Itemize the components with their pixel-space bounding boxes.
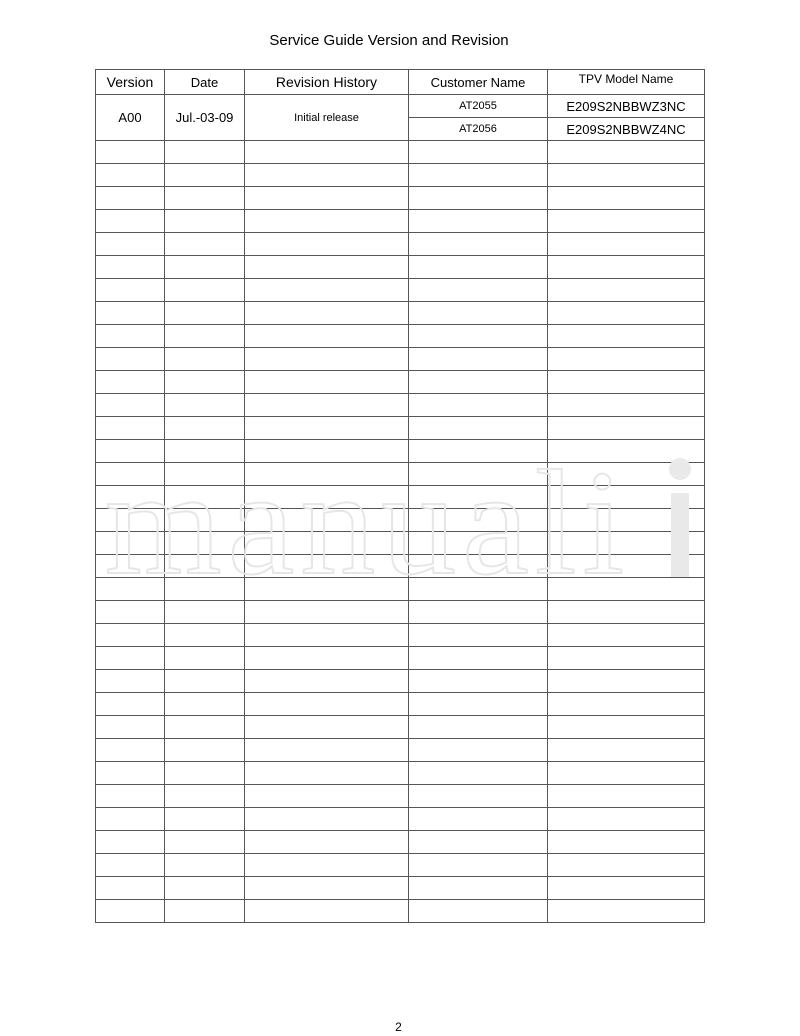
empty-cell (245, 302, 409, 325)
empty-cell (96, 279, 165, 302)
empty-cell (409, 762, 548, 785)
empty-cell (96, 785, 165, 808)
empty-cell (165, 601, 245, 624)
empty-cell (245, 877, 409, 900)
empty-cell (548, 187, 705, 210)
empty-cell (409, 578, 548, 601)
empty-cell (245, 164, 409, 187)
empty-cell (165, 210, 245, 233)
empty-cell (96, 325, 165, 348)
empty-cell (409, 532, 548, 555)
empty-cell (409, 325, 548, 348)
empty-cell (165, 417, 245, 440)
table-row (96, 762, 705, 785)
customer-name-cell: AT2055 (409, 95, 548, 118)
empty-cell (96, 371, 165, 394)
empty-cell (96, 348, 165, 371)
empty-cell (548, 854, 705, 877)
empty-cell (96, 854, 165, 877)
empty-cell (165, 187, 245, 210)
empty-cell (409, 417, 548, 440)
empty-cell (245, 762, 409, 785)
empty-cell (245, 141, 409, 164)
empty-cell (96, 394, 165, 417)
empty-cell (409, 785, 548, 808)
empty-cell (165, 647, 245, 670)
empty-cell (165, 164, 245, 187)
empty-cell (165, 877, 245, 900)
empty-cell (96, 440, 165, 463)
empty-cell (548, 555, 705, 578)
table-row (96, 716, 705, 739)
empty-cell (165, 141, 245, 164)
empty-cell (96, 509, 165, 532)
empty-cell (548, 624, 705, 647)
empty-cell (548, 716, 705, 739)
empty-cell (548, 762, 705, 785)
table-row (96, 348, 705, 371)
empty-cell (96, 877, 165, 900)
empty-cell (409, 348, 548, 371)
empty-cell (409, 739, 548, 762)
empty-cell (409, 486, 548, 509)
empty-cell (245, 785, 409, 808)
table-row (96, 279, 705, 302)
table-row (96, 601, 705, 624)
empty-cell (165, 900, 245, 923)
empty-cell (165, 440, 245, 463)
empty-cell (409, 716, 548, 739)
column-header-tpv-model-name: TPV Model Name (548, 70, 705, 95)
empty-cell (96, 164, 165, 187)
table-row (96, 486, 705, 509)
table-row (96, 233, 705, 256)
empty-cell (548, 371, 705, 394)
table-row (96, 302, 705, 325)
table-row (96, 141, 705, 164)
empty-cell (96, 555, 165, 578)
empty-cell (96, 831, 165, 854)
table-row (96, 624, 705, 647)
empty-cell (548, 325, 705, 348)
empty-cell (548, 210, 705, 233)
version-cell: A00 (96, 95, 165, 141)
empty-cell (548, 164, 705, 187)
empty-cell (96, 624, 165, 647)
empty-cell (96, 762, 165, 785)
table-row (96, 187, 705, 210)
empty-cell (96, 900, 165, 923)
empty-cell (548, 532, 705, 555)
empty-cell (165, 302, 245, 325)
empty-cell (245, 463, 409, 486)
empty-cell (245, 578, 409, 601)
empty-cell (165, 463, 245, 486)
empty-cell (245, 555, 409, 578)
empty-cell (96, 647, 165, 670)
empty-cell (409, 302, 548, 325)
empty-cell (165, 624, 245, 647)
empty-cell (245, 670, 409, 693)
revision-history-cell: Initial release (245, 95, 409, 141)
revision-table (95, 69, 705, 923)
table-row (96, 325, 705, 348)
empty-cell (548, 279, 705, 302)
table-row (96, 670, 705, 693)
customer-name-cell: AT2056 (409, 118, 548, 141)
empty-cell (548, 785, 705, 808)
empty-cell (245, 647, 409, 670)
empty-cell (245, 693, 409, 716)
empty-cell (165, 808, 245, 831)
empty-cell (548, 394, 705, 417)
table-row (96, 877, 705, 900)
empty-cell (96, 486, 165, 509)
empty-cell (409, 440, 548, 463)
empty-cell (548, 808, 705, 831)
empty-cell (165, 555, 245, 578)
empty-cell (165, 325, 245, 348)
empty-cell (409, 509, 548, 532)
empty-cell (165, 256, 245, 279)
empty-cell (96, 210, 165, 233)
empty-cell (165, 532, 245, 555)
table-row (96, 693, 705, 716)
empty-cell (245, 900, 409, 923)
table-row (96, 440, 705, 463)
table-row (96, 394, 705, 417)
empty-cell (245, 417, 409, 440)
table-row (96, 95, 705, 118)
empty-cell (96, 187, 165, 210)
empty-cell (96, 601, 165, 624)
empty-cell (409, 233, 548, 256)
empty-cell (245, 854, 409, 877)
empty-cell (245, 348, 409, 371)
empty-cell (409, 900, 548, 923)
empty-cell (165, 716, 245, 739)
table-row (96, 647, 705, 670)
empty-cell (245, 808, 409, 831)
empty-cell (245, 256, 409, 279)
table-row (96, 509, 705, 532)
empty-cell (409, 463, 548, 486)
empty-cell (409, 371, 548, 394)
column-header-customer-name: Customer Name (409, 70, 548, 95)
empty-cell (409, 555, 548, 578)
table-row (96, 371, 705, 394)
empty-cell (548, 141, 705, 164)
empty-cell (548, 302, 705, 325)
empty-cell (548, 900, 705, 923)
column-header-revision-history: Revision History (245, 70, 409, 95)
empty-cell (409, 854, 548, 877)
table-row (96, 578, 705, 601)
empty-cell (548, 877, 705, 900)
empty-cell (409, 624, 548, 647)
empty-cell (409, 647, 548, 670)
empty-cell (245, 601, 409, 624)
svg-text:manuali: manuali (105, 455, 631, 585)
empty-cell (409, 256, 548, 279)
empty-cell (245, 486, 409, 509)
empty-cell (96, 739, 165, 762)
empty-cell (245, 716, 409, 739)
empty-cell (548, 463, 705, 486)
empty-cell (409, 187, 548, 210)
empty-cell (409, 141, 548, 164)
empty-cell (165, 486, 245, 509)
empty-cell (548, 601, 705, 624)
empty-cell (245, 394, 409, 417)
empty-cell (548, 256, 705, 279)
table-row (96, 256, 705, 279)
empty-cell (245, 279, 409, 302)
table-row (96, 463, 705, 486)
empty-cell (245, 440, 409, 463)
empty-cell (409, 693, 548, 716)
empty-cell (96, 256, 165, 279)
page-number: 2 (395, 1020, 402, 1034)
empty-cell (96, 693, 165, 716)
empty-cell (96, 578, 165, 601)
empty-cell (548, 693, 705, 716)
empty-cell (548, 670, 705, 693)
empty-cell (409, 877, 548, 900)
empty-cell (165, 670, 245, 693)
column-header-version: Version (96, 70, 165, 95)
empty-cell (96, 532, 165, 555)
empty-cell (165, 785, 245, 808)
empty-cell (165, 233, 245, 256)
empty-cell (409, 210, 548, 233)
empty-cell (96, 670, 165, 693)
empty-cell (548, 831, 705, 854)
empty-cell (409, 808, 548, 831)
table-row (96, 831, 705, 854)
empty-cell (165, 279, 245, 302)
table-row (96, 808, 705, 831)
table-row (96, 785, 705, 808)
tpv-model-name-cell: E209S2NBBWZ3NC (548, 95, 705, 118)
empty-cell (245, 325, 409, 348)
empty-cell (96, 302, 165, 325)
empty-cell (548, 578, 705, 601)
empty-cell (165, 693, 245, 716)
empty-cell (245, 831, 409, 854)
empty-cell (165, 509, 245, 532)
empty-cell (245, 210, 409, 233)
empty-cell (96, 141, 165, 164)
empty-cell (165, 348, 245, 371)
empty-cell (165, 394, 245, 417)
empty-cell (245, 371, 409, 394)
empty-cell (96, 233, 165, 256)
table-row (96, 164, 705, 187)
empty-cell (96, 417, 165, 440)
empty-cell (548, 233, 705, 256)
empty-cell (165, 578, 245, 601)
empty-cell (96, 808, 165, 831)
empty-cell (548, 417, 705, 440)
table-row (96, 417, 705, 440)
table-row (96, 739, 705, 762)
empty-cell (548, 348, 705, 371)
empty-cell (165, 371, 245, 394)
empty-cell (409, 279, 548, 302)
empty-cell (96, 463, 165, 486)
empty-cell (409, 164, 548, 187)
empty-cell (548, 440, 705, 463)
empty-cell (165, 762, 245, 785)
empty-cell (409, 670, 548, 693)
table-row (96, 555, 705, 578)
empty-cell (548, 509, 705, 532)
empty-cell (96, 716, 165, 739)
empty-cell (245, 509, 409, 532)
empty-cell (409, 394, 548, 417)
empty-cell (165, 739, 245, 762)
column-header-date: Date (165, 70, 245, 95)
tpv-model-name-cell: E209S2NBBWZ4NC (548, 118, 705, 141)
empty-cell (245, 233, 409, 256)
empty-cell (548, 486, 705, 509)
empty-cell (245, 624, 409, 647)
empty-cell (245, 739, 409, 762)
table-row (96, 210, 705, 233)
table-row (96, 900, 705, 923)
empty-cell (245, 187, 409, 210)
empty-cell (165, 831, 245, 854)
empty-cell (548, 647, 705, 670)
table-row (96, 854, 705, 877)
empty-cell (409, 831, 548, 854)
empty-cell (548, 739, 705, 762)
table-row (96, 532, 705, 555)
date-cell: Jul.-03-09 (165, 95, 245, 141)
header-row (96, 70, 705, 95)
empty-cell (409, 601, 548, 624)
page-title: Service Guide Version and Revision (269, 32, 509, 49)
empty-cell (245, 532, 409, 555)
empty-cell (165, 854, 245, 877)
